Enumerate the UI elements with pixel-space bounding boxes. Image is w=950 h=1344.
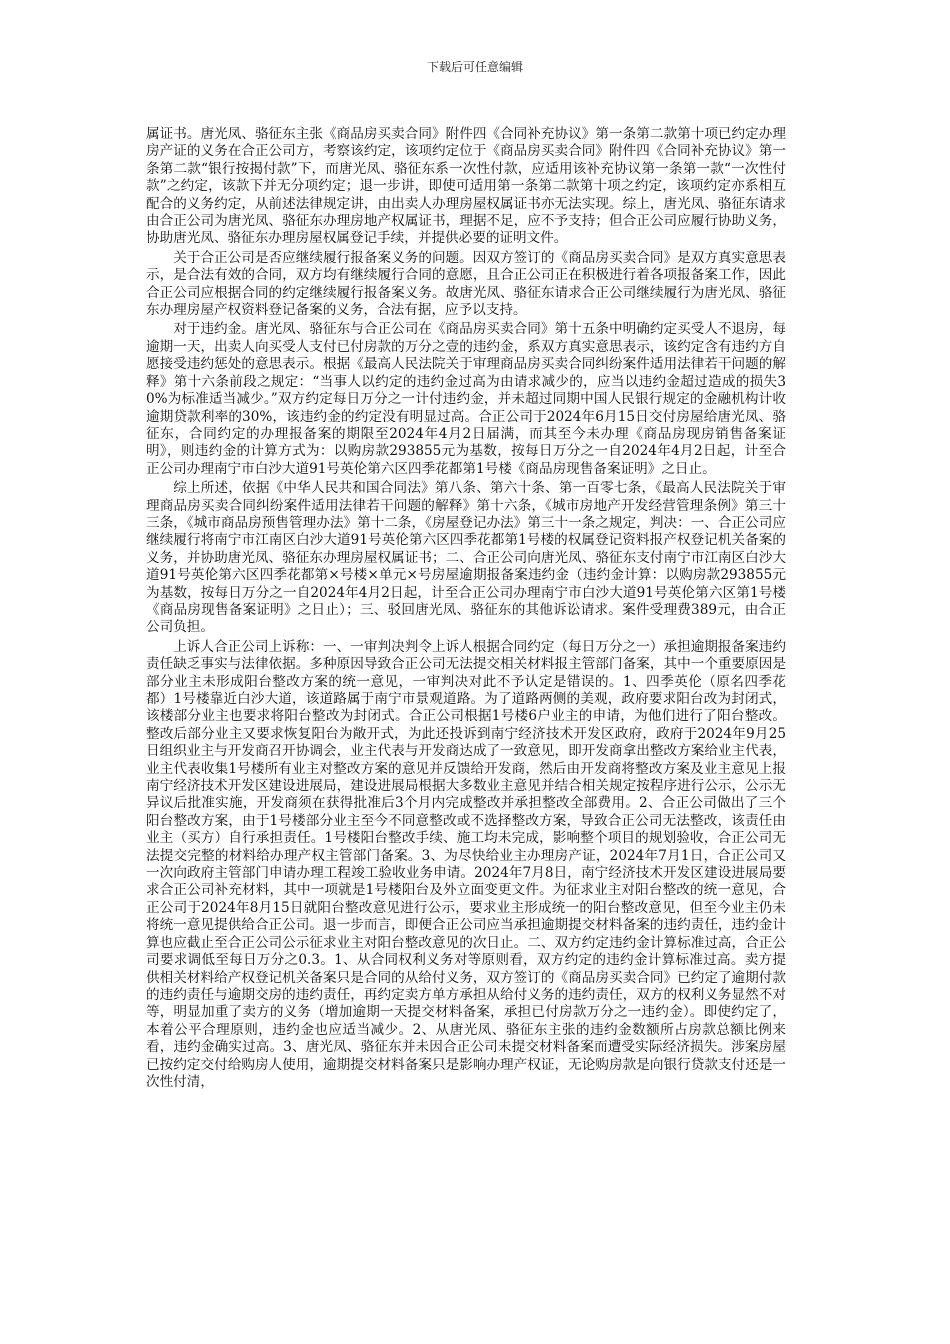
paragraph-appeal: 上诉人合正公司上诉称：一、一审判决判令上诉人根据合同约定（每日万分之一）承担逾期报备案违约责任缺乏事实与法律依据。多种原因导致合正公司无法提交相关材料报主管部门备案，其中一个重要原因是部分业主未形成阳台整改方案的统一意见，一审判决对此不予认定是错误的。1、四季英伦（原名四季花都）1号楼靠近白沙大道，该道路属于南宁市景观道路。为了道路两侧的美观，政府要求阳台改为封闭式，该楼部分业主也要求将阳台整改为封闭式。合正公司根据1号楼6户业主的申请，为他们进行了阳台整改。整改后部分业主又要求恢复阳台为敞开式，为此还投诉到南宁经济技术开发区政府，政府于2024年9月25日组织业主与开发商召开协调会，业主代表与开发商达成了一致意见，即开发商拿出整改方案给业主代表，业主代表收集1号楼所有业主对整改方案的意见并反馈给开发商，然后由开发商将整改方案及业主意见上报南宁经济技术开发区建设进展局，建设进展局根据大多数业主意见并结合相关规定按程序进行公示，公示无异议后批准实施，开发商须在获得批准后3个月内完成整改并承担整改全部费用。2、合正公司做出了三个阳台整改方案，由于1号楼部分业主至今不同意整改或不选择整改方案，导致合正公司无法整改，该责任由业主（买方）自行承担责任。1号楼阳台整改手续、施工均未完成，影响整个项目的规划验收，合正公司无法提交完整的材料给办理产权主管部门备案。3、为尽快给业主办理房产证，2024年7月1日，合正公司又一次向政府主管部门申请办理工程竣工验收业务申请。2024年7月8日，南宁经济技术开发区建设进展局要求合正公司补充材料，其中一项就是1号楼阳台及外立面变更文件。为征求业主对阳台整改的统一意见，合正公司于2024年8月15日就阳台整改意见进行公示，要求业主形成统一的阳台整改意见，但至今业主仍未将统一意见提供给合正公司。退一步而言，即便合正公司应当承担逾期提交材料备案的违约责任，违约金计算也应截止至合正公司公示征求业主对阳台整改意见的次日止。二、双方约定违约金计算标准过高，合正公司要求调低至每日万分之0.3。1、从合同权利义务对等原则看，双方约定的违约金计算标准过高。卖方提供相关材料给产权登记机关备案只是合同的从给付义务，双方签订的《商品房买卖合同》已约定了逾期付款的违约责任与逾期交房的违约责任，再约定卖方单方承担从给付义务的违约责任，双方的权利义务显然不对等，明显加重了卖方的义务（增加逾期一天提交材料备案，承担已付房款万分之一违约金）。即使约定了，本着公平合理原则，违约金也应适当减少。2、从唐光凤、骆征东主张的违约金数额所占房款总额比例来看，违约金确实过高。3、唐光凤、骆征东并未因合正公司未提交材料备案而遭受实际经济损失。涉案房屋已按约定交付给购房人使用，逾期提交材料备案只是影响办理产权证，无论购房款是向银行贷款支付还是一次性付清，	[146, 638, 786, 1090]
paragraph-penalty: 对于违约金。唐光凤、骆征东与合正公司在《商品房买卖合同》第十五条中明确约定买受人不退房，每逾期一天，出卖人向买受人支付已付房款的万分之壹的违约金，系双方真实意思表示，该约定含有违约方自愿接受违约惩处的意思表示。根据《最高人民法院关于审理商品房买卖合同纠纷案件适用法律若干问题的解释》第十六条前段之规定：“当事人以约定的违约金过高为由请求减少的，应当以违约金超过造成的损失30%为标准适当减少。”双方约定每日万分之一计付违约金，并未超过同期中国人民银行规定的金融机构计收逾期贷款利率的30%，该违约金的约定没有明显过高。合正公司于2024年6月15日交付房屋给唐光凤、骆征东，合同约定的办理报备案的期限至2024年4月2日届满，而其至今未办理《商品房现房销售备案证明》，则违约金的计算方式为：以购房款293855元为基数，按每日万分之一自2024年4月2日起，计至合正公司办理南宁市白沙大道91号英伦第六区四季花都第1号楼《商品房现售备案证明》之日止。	[146, 321, 786, 477]
page-header: 下载后可任意编辑	[426, 60, 523, 74]
paragraph-judgment: 综上所述，依据《中华人民共和国合同法》第八条、第六十条、第一百零七条，《最高人民法院关于审理商品房买卖合同纠纷案件适用法律若干问题的解释》第十六条，《城市房地产开发经营管理条例》第三十三条，《城市商品房预售管理办法》第十二条，《房屋登记办法》第三十一条之规定，判决：一、合正公司应继续履行将南宁市江南区白沙大道91号英伦第六区四季花都第1号楼的权属登记资料报产权登记机关备案的义务，并协助唐光凤、骆征东办理房屋权属证书；二、合正公司向唐光凤、骆征东支付南宁市江南区白沙大道91号英伦第六区四季花都第×号楼×单元×号房屋逾期报备案违约金（违约金计算：以购房款293855元为基数，按每日万分之一自2024年4月2日起，计至合正公司办理南宁市白沙大道91号英伦第六区第1号楼《商品房现售备案证明》之日止）；三、驳回唐光凤、骆征东的其他诉讼请求。案件受理费389元，由合正公司负担。	[146, 480, 786, 636]
paragraph-continuation: 属证书。唐光凤、骆征东主张《商品房买卖合同》附件四《合同补充协议》第一条第二款第十项已约定办理房产证的义务在合正公司方，考察该约定，该项约定位于《商品房买卖合同》附件四《合同补充协议》第一条第二款“银行按揭付款”下，而唐光凤、骆征东系一次性付款，应适用该补充协议第一条第一款“一次性付款”之约定，该款下并无分项约定；退一步讲，即使可适用第一条第二款第十项之约定，该项约定亦系相互配合的义务约定，从前述法律规定讲，由出卖人办理房屋权属证书亦无法实现。综上，唐光凤、骆征东请求由合正公司为唐光凤、骆征东办理房地产权属证书，理据不足，应不予支持；但合正公司应履行协助义务，协助唐光凤、骆征东办理房屋权属登记手续，并提供必要的证明文件。	[146, 126, 786, 247]
paragraph-filing-obligation: 关于合正公司是否应继续履行报备案义务的问题。因双方签订的《商品房买卖合同》是双方真实意思表示，是合法有效的合同，双方均有继续履行合同的意愿，且合正公司正在积极进行着各项报备案工作，因此合正公司应根据合同的约定继续履行报备案义务。故唐光凤、骆征东请求合正公司继续履行为唐光凤、骆征东办理房屋产权资料登记备案的义务，合法有据，应予以支持。	[146, 249, 786, 319]
document-body	[146, 126, 786, 1093]
